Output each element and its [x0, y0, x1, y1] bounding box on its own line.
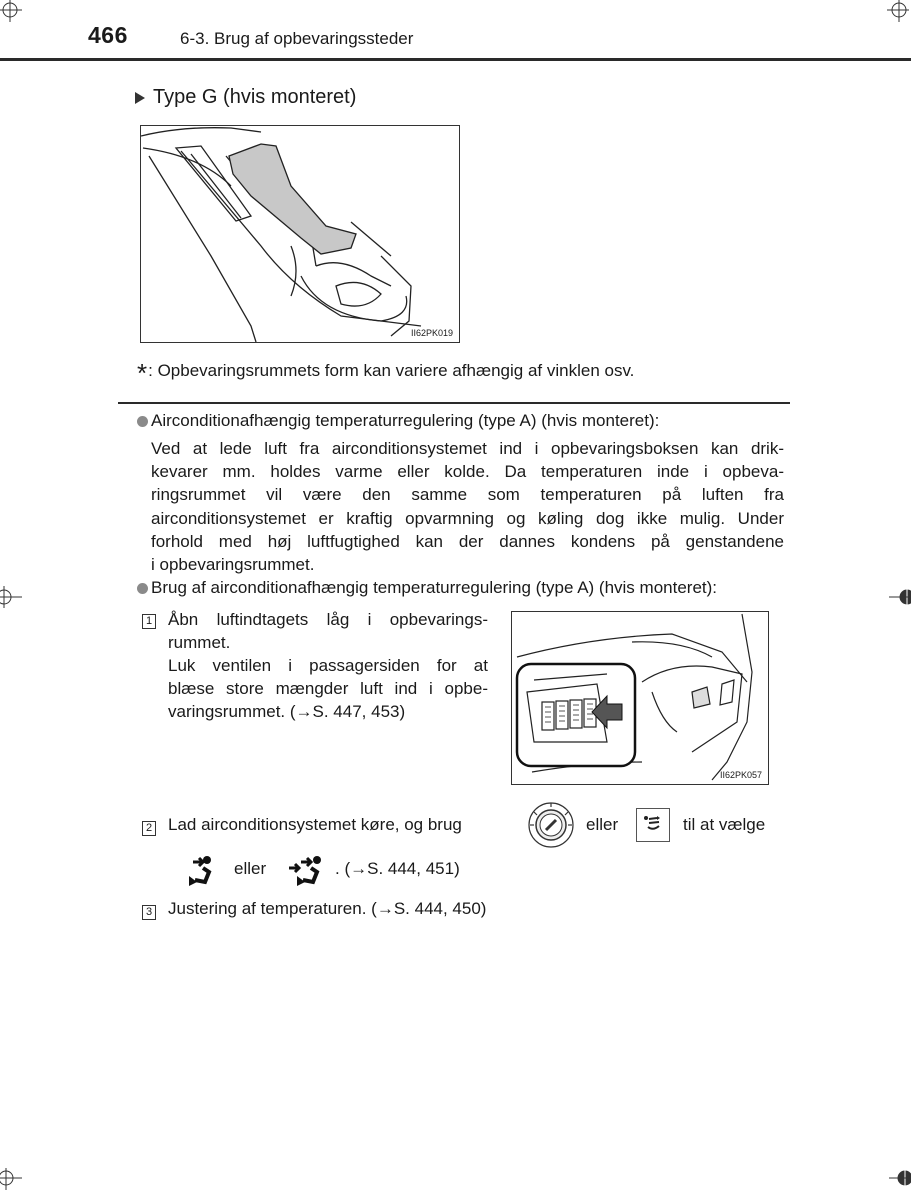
console-storage-illustration	[141, 126, 459, 342]
registration-mark-icon	[887, 0, 909, 22]
step-number-1: 1	[142, 611, 156, 629]
paragraph-line: ringsrummet vil være den samme som temperaturen på luften fra	[151, 485, 784, 505]
step-number-2: 2	[142, 818, 156, 836]
step-line: rummet.	[168, 633, 231, 652]
bullet-dot-icon	[137, 416, 148, 427]
step-number-3: 3	[142, 902, 156, 920]
page-number: 466	[88, 22, 128, 48]
step1-text	[168, 608, 488, 723]
bullet-heading-2	[137, 578, 717, 598]
triangle-bullet-icon	[135, 92, 145, 104]
footnote-marker: *	[137, 358, 148, 388]
paragraph-line: forhold med høj luftfugtighed kan der dannes kondens på genstandene	[151, 531, 784, 551]
type-heading-text: Type G (hvis monteret)	[153, 86, 357, 108]
registration-mark-icon	[0, 1168, 22, 1190]
type-heading	[135, 86, 356, 109]
step-line: Åbn luftindtagets låg i opbevarings-	[168, 610, 488, 629]
registration-mark-icon	[0, 586, 22, 608]
figure-id: II62PK057	[719, 770, 762, 780]
step2-text-e: . (→S. 444, 451)	[335, 859, 460, 878]
registration-mark-icon	[889, 586, 911, 608]
figure-console-storage	[140, 125, 460, 343]
step3-text: Justering af temperaturen. (→S. 444, 450)	[168, 899, 487, 918]
paragraph-line: Ved at lede luft fra airconditionsystemet ind i opbevaringsboksen kan drik-	[151, 439, 784, 458]
face-floor-vent-icon	[287, 854, 327, 890]
step-line: blæse store mængder luft ind i opbe-	[168, 679, 488, 698]
step2-text-b: eller	[586, 815, 619, 834]
floor-vent-icon	[183, 854, 219, 890]
step2-text-c: til at vælge	[683, 815, 766, 834]
mode-dial-icon	[526, 800, 576, 850]
paragraph-line: airconditionsystemet er kraftig opvarmning og køling dog ikke mulig. Under	[151, 508, 784, 528]
bullet-heading-text: Airconditionafhængig temperaturregulering (type A) (hvis monteret):	[151, 411, 660, 430]
step-line: Luk ventilen i passagersiden for at	[168, 656, 488, 675]
figure-id: II62PK019	[410, 328, 453, 338]
step2-text-d: eller	[234, 859, 267, 878]
bullet-heading-text: Brug af airconditionafhængig temperaturregulering (type A) (hvis monteret):	[151, 578, 718, 597]
header-rule	[0, 58, 911, 61]
figure-air-intake	[511, 611, 769, 785]
section-divider	[118, 402, 790, 404]
paragraph-line: i opbevaringsrummet.	[151, 555, 315, 575]
bullet-heading-1	[137, 411, 659, 431]
registration-mark-icon	[0, 0, 22, 22]
bullet1-paragraph	[151, 437, 784, 576]
registration-mark-icon	[889, 1168, 911, 1190]
paragraph-line: kevarer mm. holdes varme eller kolde. Da temperaturen inde i opbeva-	[151, 462, 784, 482]
step2-text-a: Lad airconditionsystemet køre, og brug	[168, 815, 462, 834]
air-intake-illustration	[512, 612, 768, 784]
step-line: varingsrummet. (→S. 447, 453)	[168, 702, 406, 721]
mode-button-icon	[636, 808, 670, 842]
section-title: 6-3. Brug af opbevaringssteder	[180, 29, 414, 48]
footnote	[137, 358, 634, 389]
footnote-text: : Opbevaringsrummets form kan variere afhængig af vinklen osv.	[148, 361, 635, 380]
bullet-dot-icon	[137, 583, 148, 594]
